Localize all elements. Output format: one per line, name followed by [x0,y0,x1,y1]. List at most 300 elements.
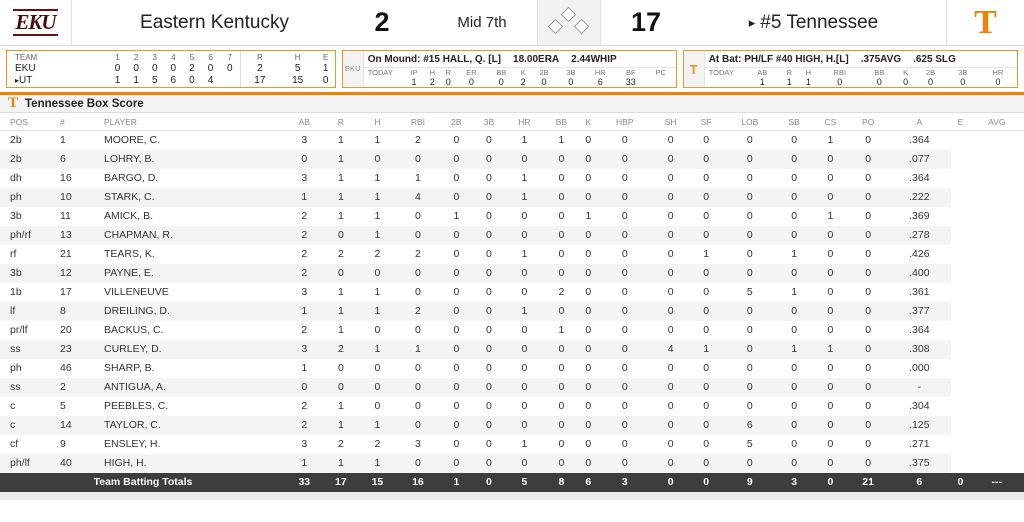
bs-col-cs: CS [812,113,849,131]
batter-panel [683,50,1018,88]
player-stat-k: 0 [585,438,592,450]
linescore-home-e: 0 [322,75,329,87]
table-row[interactable] [0,435,1024,454]
linescore-away-inn-5: 2 [189,62,195,74]
player-stat-3b: 0 [486,134,492,147]
player-stat-ab: 1 [301,305,308,317]
player-stat-a: .400 [909,267,930,279]
player-stat-ab: 0 [301,153,308,165]
player-position: ph/lf [10,457,30,469]
player-stat-bb: 0 [558,153,565,165]
linescore-col-team: TEAM [15,52,38,62]
boxscore-team-logo-icon: T [8,95,19,111]
linescore-home-inn-7 [220,75,240,88]
player-stat-2b: 0 [453,172,460,184]
player-stat-bb: 0 [558,419,565,431]
player-stat-cs: 1 [827,210,834,222]
player-stat-r: 1 [337,419,344,431]
player-stat-2b: 0 [453,438,460,450]
batter-col-r: R [786,68,793,77]
player-stat-cs: 0 [827,305,834,317]
table-row[interactable] [0,150,1024,169]
player-name: HIGH, H. [104,457,147,469]
player-stat-hbp: 0 [621,457,628,469]
player-stat-r: 1 [337,153,344,165]
player-stat-rbi: 2 [414,248,421,260]
third-base-icon [548,18,564,34]
pitcher-stats-table [364,68,676,87]
player-stat-r: 0 [337,362,344,374]
player-stat-hbp: 0 [621,134,628,147]
team-totals-row [0,473,1024,492]
player-stat-rbi: 3 [414,438,421,450]
player-stat-2b: 0 [453,305,460,317]
player-stat-rbi: 0 [414,419,421,431]
player-stat-hr: 1 [521,438,528,450]
table-row[interactable] [0,321,1024,340]
player-stat-sh: 0 [667,305,674,317]
player-stat-sf: 0 [703,324,710,336]
player-stat-rbi: 1 [414,172,421,184]
player-stat-rbi: 0 [414,229,421,241]
linescore-possession-icon: ▸ [15,76,20,86]
table-row[interactable] [0,131,1024,150]
player-stat-ab: 2 [301,400,308,412]
player-stat-cs: 0 [827,419,834,431]
linescore-table [7,51,335,87]
player-stat-lob: 0 [746,134,753,147]
pitcher-col-k: K [520,68,526,77]
player-number: 23 [60,343,72,355]
player-stat-sb: 0 [791,134,798,147]
team-total-bb: 8 [558,476,565,488]
player-stat-h: 1 [374,210,381,222]
batter-summary-row [705,51,1017,68]
player-stat-sh: 0 [667,400,674,412]
player-stat-sh: 0 [667,381,674,393]
player-stat-sf: 0 [703,381,710,393]
player-stat-sb: 0 [791,210,798,222]
table-row[interactable] [0,359,1024,378]
player-name: BARGO, D. [104,172,159,184]
player-stat-rbi: 0 [414,362,421,374]
player-stat-hr: 0 [521,210,528,222]
table-row[interactable] [0,283,1024,302]
player-stat-cs: 0 [827,381,834,393]
player-stat-hr: 0 [521,457,528,469]
player-stat-k: 0 [585,324,592,336]
player-position: c [10,419,16,431]
linescore-col-4: 4 [171,52,176,62]
info-bar [0,46,1024,92]
away-team-name: Eastern Kentucky [140,11,289,33]
linescore-away-inn-7: 0 [226,62,233,74]
pitcher-stats-values [364,77,676,87]
player-stat-sb: 0 [791,267,798,279]
pitcher-val-er: 0 [468,77,474,87]
player-position: 2b [10,134,22,147]
team-total-sh: 0 [667,476,674,488]
player-stat-bb: 0 [558,305,565,317]
team-total-sf: 0 [703,476,710,488]
player-stat-bb: 0 [558,191,565,203]
table-row[interactable] [0,207,1024,226]
player-stat-sh: 0 [667,438,674,450]
player-stat-hr: 1 [521,191,528,203]
pitcher-col-bf: BF [625,68,636,77]
player-stat-hbp: 0 [621,438,628,450]
player-stat-2b: 0 [453,191,460,203]
player-stat-a: .364 [909,172,930,184]
player-name: LOHRY, B. [104,153,155,165]
player-stat-lob: 0 [746,400,753,412]
player-number: 11 [60,210,71,222]
player-stat-sh: 0 [667,267,674,279]
batter-val-2b: 0 [928,77,934,87]
player-stat-po: 0 [865,305,872,317]
player-stat-bb: 2 [558,286,565,298]
player-stat-hbp: 0 [621,229,628,241]
player-stat-sf: 0 [703,191,710,203]
team-total-2b: 1 [453,476,460,488]
player-stat-sb: 0 [791,438,798,450]
pitcher-whip: 2.44WHIP [571,53,617,65]
player-position: ss [10,381,21,393]
bs-col-sf: SF [689,113,723,131]
player-stat-sf: 0 [703,457,710,469]
linescore-away-inn-2: 0 [133,62,139,74]
player-stat-sh: 0 [667,419,674,431]
pitcher-val-hr: 6 [597,77,603,87]
player-stat-a: .000 [909,362,930,374]
player-number: 20 [60,324,72,336]
player-stat-ab: 2 [301,210,308,222]
pitcher-col-ip: IP [410,68,418,77]
player-position: ph [10,362,22,374]
player-stat-po: 0 [865,210,872,222]
player-stat-r: 1 [337,134,344,147]
player-stat-cs: 1 [827,134,834,147]
linescore-home-inn-2: 1 [133,75,139,87]
player-stat-2b: 1 [453,210,460,222]
player-position: ph [10,191,22,203]
pitcher-val-k: 2 [520,77,526,87]
boxscore-table [0,113,1024,492]
boxscore-body [0,131,1024,492]
bottom-strip [0,492,1024,500]
team-total-avg: --- [991,476,1003,488]
player-stat-po: 0 [865,248,872,260]
player-stat-a: .271 [909,438,930,450]
player-stat-cs: 1 [827,343,834,355]
player-stat-lob: 0 [746,457,753,469]
player-stat-k: 0 [585,305,592,317]
bs-col-a: A [887,113,951,131]
linescore-home-inn-4: 6 [170,75,177,87]
player-stat-sh: 0 [667,286,674,298]
player-stat-po: 0 [865,419,872,431]
batter-val-k: 0 [903,77,909,87]
batter-col-2b: 2B [925,68,936,77]
player-stat-2b: 0 [453,419,460,431]
player-stat-sf: 0 [703,400,710,412]
player-stat-po: 0 [865,343,872,355]
player-name: STARK, C. [104,191,155,203]
boxscore-header [0,92,1024,113]
table-row[interactable] [0,378,1024,397]
team-total-h: 15 [371,476,384,488]
linescore-row-away [7,62,335,75]
player-stat-hbp: 0 [621,419,628,431]
player-stat-k: 0 [585,381,592,393]
possession-indicator-icon: ▸ [748,14,756,30]
player-stat-a: .304 [909,400,930,412]
bs-col-hr: HR [505,113,543,131]
player-stat-hbp: 0 [621,381,628,393]
player-stat-3b: 0 [486,305,492,317]
bs-col-ab: AB [286,113,323,131]
player-stat-sf: 0 [703,153,710,165]
player-stat-sb: 0 [791,381,798,393]
team-total-a: 6 [916,476,923,488]
player-stat-k: 1 [585,210,592,222]
table-row[interactable] [0,454,1024,473]
batter-col-ab: AB [757,68,768,77]
player-name: AMICK, B. [104,210,154,222]
linescore-col-r: R [240,51,279,62]
player-number: 9 [60,438,66,450]
player-stat-a: .222 [909,191,930,203]
player-stat-lob: 0 [746,210,753,222]
player-number: 1 [60,134,66,147]
player-stat-sh: 0 [667,153,674,165]
pitcher-col-h: H [429,68,436,77]
bs-col-player: PLAYER [96,113,286,131]
player-stat-ab: 3 [301,343,308,355]
player-stat-hbp: 0 [621,343,628,355]
linescore-away-e: 1 [322,62,329,74]
batter-col-h: H [805,68,812,77]
player-position: cf [10,438,19,450]
player-stat-lob: 0 [746,362,753,374]
pitcher-val-pc [645,77,676,87]
boxscore-header-row [0,113,1024,131]
player-name: ANTIGUA, A. [104,381,166,393]
batter-col-bb: BB [874,68,885,77]
player-stat-hbp: 0 [621,362,628,374]
linescore-col-5: 5 [189,52,195,62]
player-stat-cs: 0 [827,229,834,241]
batter-val-ab: 1 [759,77,765,87]
player-stat-h: 1 [374,172,381,184]
player-stat-lob: 0 [746,324,753,336]
player-stat-r: 0 [337,229,344,241]
player-stat-lob: 0 [746,229,753,241]
player-stat-sf: 1 [703,248,710,260]
player-position: rf [10,248,17,260]
team-total-po: 21 [862,476,874,488]
player-stat-sh: 0 [667,324,674,336]
team-total-k: 6 [585,476,592,488]
player-stat-bb: 1 [558,134,565,147]
player-stat-sf: 0 [703,362,710,374]
player-stat-h: 0 [374,400,381,412]
player-stat-hbp: 0 [621,172,628,184]
player-stat-sb: 1 [791,343,798,355]
player-stat-3b: 0 [486,191,492,203]
linescore-header-row [7,51,335,62]
player-stat-k: 0 [585,248,592,260]
table-row[interactable] [0,340,1024,359]
player-stat-hr: 0 [521,400,528,412]
player-stat-3b: 0 [486,457,492,469]
player-stat-2b: 0 [453,153,460,165]
player-number: 6 [60,153,66,165]
player-stat-po: 0 [865,134,872,147]
player-stat-hbp: 0 [621,153,628,165]
player-stat-bb: 0 [558,343,565,355]
player-stat-rbi: 2 [414,134,421,147]
player-position: c [10,400,16,412]
table-row[interactable] [0,169,1024,188]
player-stat-hr: 0 [521,324,528,336]
player-stat-hbp: 0 [621,248,628,260]
player-stat-2b: 0 [453,343,460,355]
pitcher-col-3b: 3B [566,68,576,77]
player-stat-bb: 0 [558,172,565,184]
pitcher-col-bb: BB [496,68,507,77]
player-stat-h: 1 [374,286,381,298]
pitcher-col-hr: HR [594,68,606,77]
player-stat-hr: 0 [521,362,528,374]
player-stat-k: 0 [585,362,592,374]
player-stat-hr: 1 [521,305,528,317]
batter-today-header: TODAY [708,68,734,77]
player-stat-lob: 0 [746,153,753,165]
team-total-hr: 5 [521,476,528,488]
player-stat-bb: 0 [558,210,565,222]
player-stat-k: 0 [585,286,592,298]
player-stat-sh: 0 [667,210,674,222]
scoreboard-header [0,0,1024,46]
player-stat-sb: 0 [791,153,798,165]
player-stat-ab: 1 [301,362,308,374]
pitcher-val-bf: 33 [625,77,636,87]
player-stat-ab: 3 [301,172,308,184]
linescore-col-3: 3 [152,52,157,62]
table-row[interactable] [0,397,1024,416]
player-stat-ab: 1 [301,457,308,469]
table-row[interactable] [0,416,1024,435]
player-position: lf [10,305,16,317]
table-row[interactable] [0,302,1024,321]
linescore-team-home [7,75,108,88]
player-stat-sb: 0 [791,305,798,317]
player-stat-h: 1 [374,343,381,355]
player-stat-hr: 0 [521,419,528,431]
player-stat-sf: 0 [703,419,710,431]
player-stat-hr: 0 [521,286,528,298]
player-stat-sf: 0 [703,229,710,241]
linescore-col-1: 1 [115,52,120,62]
player-stat-ab: 2 [301,419,308,431]
batter-stats-table [705,68,1017,87]
game-status: Mid 7th [457,14,507,31]
player-stat-sf: 0 [703,210,710,222]
player-stat-r: 2 [337,438,344,450]
table-row[interactable] [0,188,1024,207]
player-position: 2b [10,153,22,165]
player-stat-bb: 0 [558,400,565,412]
player-number: 5 [60,400,66,412]
batter-col-k: K [903,68,909,77]
linescore-col-h: H [294,52,301,62]
linescore-away-inn-1: 0 [114,62,121,74]
bs-col-2b: 2B [440,113,473,131]
base-diamond [537,0,601,45]
player-stat-rbi: 0 [414,381,421,393]
player-stat-lob: 0 [746,305,753,317]
bs-col-sh: SH [652,113,689,131]
player-stat-sh: 0 [667,134,674,147]
batter-col-3b: 3B [958,68,968,77]
player-position: 1b [10,286,22,298]
linescore-row-home [7,75,335,88]
player-stat-sf: 0 [703,305,710,317]
player-number: 17 [60,286,72,298]
linescore-home-inn-3: 5 [151,75,158,87]
table-row[interactable] [0,226,1024,245]
batter-val-h: 1 [805,77,811,87]
player-stat-3b: 0 [486,381,492,393]
player-stat-sf: 0 [703,134,710,147]
player-stat-h: 0 [374,362,381,374]
player-stat-po: 0 [865,381,872,393]
player-stat-r: 1 [337,457,344,469]
player-stat-po: 0 [865,457,872,469]
bs-col-num: # [56,113,96,131]
player-stat-a: .077 [909,153,930,165]
player-stat-bb: 0 [558,457,565,469]
batter-col-rbi: RBI [833,68,847,77]
player-stat-3b: 0 [486,286,492,298]
player-stat-rbi: 0 [414,153,421,165]
player-stat-cs: 0 [827,400,834,412]
player-stat-k: 0 [585,267,592,279]
player-stat-3b: 0 [486,248,492,260]
pitcher-today-header: TODAY [367,68,393,77]
player-stat-cs: 0 [827,153,834,165]
player-stat-a: .369 [909,210,930,222]
player-stat-cs: 0 [827,267,834,279]
linescore-home-h: 15 [292,75,304,87]
table-row[interactable] [0,264,1024,283]
table-row[interactable] [0,245,1024,264]
pitcher-stats-header [364,68,676,77]
player-stat-hr: 0 [521,381,528,393]
player-stat-h: 1 [374,419,381,431]
player-stat-po: 0 [865,153,872,165]
player-stat-lob: 5 [746,438,753,450]
pitcher-col-2b: 2B [539,68,549,77]
player-stat-sh: 0 [667,229,674,241]
player-stat-hbp: 0 [621,210,628,222]
player-stat-3b: 0 [486,229,492,241]
bs-col-k: K [579,113,597,131]
player-stat-r: 1 [337,305,344,317]
player-position: pr/lf [10,324,28,336]
player-stat-bb: 1 [558,324,565,336]
